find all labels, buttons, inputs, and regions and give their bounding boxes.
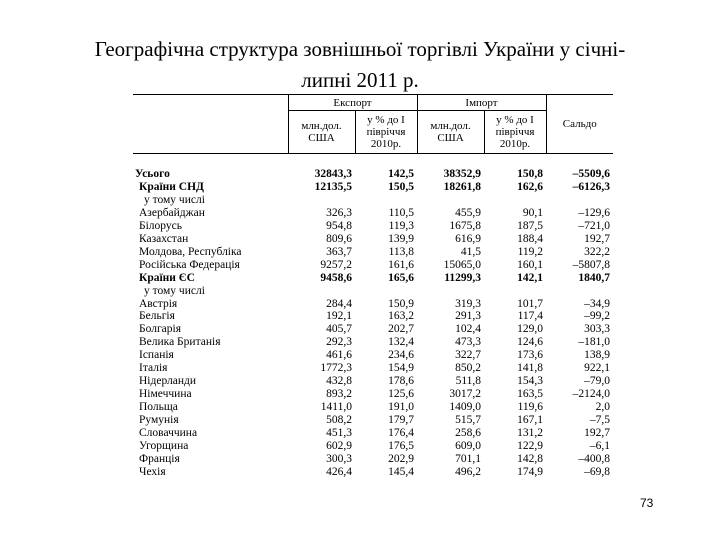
table-row — [133, 259, 613, 272]
cell-import-pct: 162,6 — [517, 180, 544, 193]
cell-import-pct: 141,8 — [517, 362, 544, 375]
header-export-pct: у % до І півріччя 2010р. — [355, 111, 417, 154]
table-row — [133, 362, 613, 375]
cell-country: Казахстан — [139, 232, 189, 245]
cell-country: Австрія — [139, 297, 178, 310]
cell-country: Франція — [139, 452, 180, 465]
cell-saldo: 2,0 — [595, 401, 611, 414]
cell-export-value: 426,4 — [326, 465, 352, 478]
table-row — [133, 375, 613, 388]
cell-export-value: 32843,3 — [314, 168, 352, 180]
cell-import-value: 41,5 — [460, 245, 482, 258]
table-row — [133, 336, 613, 349]
cell-export-value: 451,3 — [326, 427, 352, 440]
cell-export-pct: 202,9 — [388, 452, 415, 465]
header-blank — [133, 95, 288, 154]
cell-export-value: 300,3 — [326, 452, 352, 465]
cell-import-value: 1409,0 — [449, 401, 482, 414]
table-row — [133, 440, 613, 453]
cell-export-pct: 139,9 — [388, 232, 415, 245]
cell-import-value: 496,2 — [455, 465, 482, 478]
cell-saldo: –181,0 — [578, 336, 611, 349]
header-import: Імпорт — [417, 95, 546, 111]
cell-country: Болгарія — [139, 323, 181, 336]
cell-saldo: –34,9 — [584, 297, 611, 310]
cell-saldo: –6,1 — [589, 440, 611, 453]
cell-saldo: 922,1 — [584, 362, 611, 375]
cell-saldo: 192,7 — [584, 232, 611, 245]
cell-export-value — [288, 285, 355, 298]
cell-country: Румунія — [139, 414, 179, 427]
cell-export-value: 405,7 — [326, 323, 352, 336]
cell-import-pct — [484, 285, 546, 298]
cell-export-pct: 163,2 — [388, 310, 415, 323]
table-row — [133, 233, 613, 246]
cell-export-pct: 110,5 — [388, 206, 415, 219]
cell-export-value: 893,2 — [326, 388, 352, 401]
table-row — [133, 181, 613, 194]
cell-country: Молдова, Республіка — [139, 245, 242, 258]
cell-import-value: 38352,9 — [443, 168, 482, 180]
page-title — [30, 34, 690, 96]
cell-import-pct: 119,6 — [517, 401, 544, 414]
cell-export-value: 508,2 — [326, 414, 352, 427]
cell-import-pct: 90,1 — [522, 206, 544, 219]
trade-table-container — [133, 94, 611, 479]
cell-import-pct: 124,6 — [517, 336, 544, 349]
header-import-value: млн.дол. США — [417, 111, 484, 154]
cell-export-value: 954,8 — [326, 219, 352, 232]
cell-import-value: 18261,8 — [443, 180, 482, 193]
table-row — [133, 466, 613, 479]
cell-country: у тому числі — [144, 284, 205, 297]
table-row — [133, 220, 613, 233]
cell-saldo: –7,5 — [589, 414, 611, 427]
cell-export-pct: 113,8 — [388, 245, 415, 258]
cell-import-pct: 154,3 — [517, 375, 544, 388]
cell-country: Словаччина — [139, 427, 198, 440]
cell-import-value: 850,2 — [455, 362, 482, 375]
cell-export-value: 1772,3 — [320, 362, 352, 375]
cell-export-value: 461,6 — [326, 349, 352, 362]
table-row — [133, 401, 613, 414]
cell-saldo: 1840,7 — [578, 271, 611, 284]
title-line-1: Географічна структура зовнішньої торгівлі України у січні- — [94, 37, 626, 61]
cell-saldo — [546, 194, 613, 207]
cell-export-value: 12135,5 — [314, 180, 352, 193]
page-number: 73 — [640, 496, 654, 510]
cell-import-value: 291,3 — [455, 310, 482, 323]
cell-export-pct: 165,6 — [388, 271, 415, 284]
cell-country: Білорусь — [139, 219, 182, 232]
table-row — [133, 427, 613, 440]
cell-saldo: 138,9 — [584, 349, 611, 362]
cell-import-pct: 163,5 — [517, 388, 544, 401]
cell-country: Іспанія — [139, 349, 174, 362]
cell-import-value: 473,3 — [455, 336, 482, 349]
cell-import-pct: 101,7 — [517, 297, 544, 310]
cell-saldo: –69,8 — [584, 465, 611, 478]
cell-import-pct — [484, 194, 546, 207]
cell-country: Країни ЄС — [139, 271, 195, 284]
cell-export-value: 284,4 — [326, 297, 352, 310]
cell-country: у тому числі — [144, 193, 205, 206]
cell-import-value: 11299,3 — [444, 271, 482, 284]
cell-import-value: 609,0 — [455, 440, 482, 453]
cell-export-pct: 154,9 — [388, 362, 415, 375]
cell-import-value: 515,7 — [455, 414, 482, 427]
cell-import-pct: 174,9 — [517, 465, 544, 478]
table-row — [133, 298, 613, 311]
cell-import-pct: 129,0 — [517, 323, 544, 336]
cell-export-pct: 132,4 — [388, 336, 415, 349]
cell-import-pct: 117,4 — [517, 310, 544, 323]
cell-country: Російська Федерація — [139, 258, 240, 271]
cell-export-value: 192,1 — [326, 310, 352, 323]
cell-import-value — [417, 285, 484, 298]
cell-saldo: 322,2 — [584, 245, 611, 258]
cell-export-pct: 234,6 — [388, 349, 415, 362]
cell-export-pct: 179,7 — [388, 414, 415, 427]
cell-export-value: 1411,0 — [320, 401, 352, 414]
header-import-pct: у % до І півріччя 2010р. — [484, 111, 546, 154]
cell-export-pct: 161,6 — [388, 258, 415, 271]
cell-import-value: 322,7 — [455, 349, 482, 362]
cell-import-pct: 187,5 — [517, 219, 544, 232]
cell-export-value: 602,9 — [326, 440, 352, 453]
cell-import-pct: 119,2 — [517, 245, 544, 258]
group-header-row — [133, 95, 613, 111]
cell-import-value: 319,3 — [455, 297, 482, 310]
cell-import-value: 616,9 — [455, 232, 482, 245]
cell-export-value: 292,3 — [326, 336, 352, 349]
cell-saldo: –129,6 — [578, 206, 611, 219]
table-row — [133, 323, 613, 336]
cell-country: Усього — [135, 168, 170, 180]
cell-import-value: 455,9 — [455, 206, 482, 219]
cell-import-value: 511,8 — [455, 375, 482, 388]
cell-import-pct: 122,9 — [517, 440, 544, 453]
cell-export-value: 9257,2 — [320, 258, 352, 271]
cell-export-pct: 176,5 — [388, 440, 415, 453]
cell-export-value — [288, 194, 355, 207]
table-row — [133, 194, 613, 207]
table-row — [133, 310, 613, 323]
cell-import-pct: 160,1 — [517, 258, 544, 271]
cell-import-pct: 142,1 — [517, 271, 544, 284]
cell-export-pct: 176,4 — [388, 427, 415, 440]
cell-import-value: 258,6 — [455, 427, 482, 440]
table-row — [133, 388, 613, 401]
trade-table — [133, 94, 613, 479]
cell-saldo: –721,0 — [578, 219, 611, 232]
cell-import-pct: 131,2 — [517, 427, 544, 440]
table-row — [133, 285, 613, 298]
cell-country: Нідерланди — [139, 375, 197, 388]
header-saldo: Сальдо — [546, 95, 613, 154]
cell-export-pct: 202,7 — [388, 323, 415, 336]
table-row — [133, 272, 613, 285]
cell-saldo: –79,0 — [584, 375, 611, 388]
cell-import-value: 15065,0 — [443, 258, 482, 271]
cell-import-pct: 188,4 — [517, 232, 544, 245]
table-row — [133, 453, 613, 466]
cell-saldo: 192,7 — [584, 427, 611, 440]
cell-export-pct: 150,9 — [388, 297, 415, 310]
cell-country: Азербайджан — [139, 206, 205, 219]
cell-country: Німеччина — [139, 388, 192, 401]
cell-export-value: 9458,6 — [320, 271, 352, 284]
cell-export-pct — [355, 285, 417, 298]
cell-saldo: –99,2 — [584, 310, 611, 323]
cell-export-value: 363,7 — [326, 245, 352, 258]
cell-import-value: 102,4 — [455, 323, 482, 336]
cell-saldo: –5509,6 — [572, 168, 611, 180]
cell-export-pct — [355, 194, 417, 207]
cell-country: Італія — [139, 362, 168, 375]
cell-country: Чехія — [139, 465, 166, 478]
cell-export-pct: 145,4 — [388, 465, 415, 478]
cell-import-value: 701,1 — [455, 452, 482, 465]
cell-import-pct: 150,8 — [517, 168, 544, 180]
table-row — [133, 414, 613, 427]
table-row — [133, 349, 613, 362]
cell-country: Велика Британія — [139, 336, 221, 349]
cell-saldo — [546, 285, 613, 298]
cell-import-pct: 173,6 — [517, 349, 544, 362]
cell-saldo: 303,3 — [584, 323, 611, 336]
cell-saldo: –2124,0 — [572, 388, 611, 401]
cell-country: Країни СНД — [139, 180, 204, 193]
header-export-value: млн.дол. США — [288, 111, 355, 154]
cell-export-pct: 150,5 — [388, 180, 415, 193]
table-row — [133, 207, 613, 220]
cell-export-pct: 119,3 — [388, 219, 415, 232]
cell-import-value: 3017,2 — [449, 388, 482, 401]
cell-export-pct: 178,6 — [388, 375, 415, 388]
cell-saldo: –400,8 — [578, 452, 611, 465]
cell-export-value: 432,8 — [326, 375, 352, 388]
table-row — [133, 246, 613, 259]
cell-import-value: 1675,8 — [449, 219, 482, 232]
cell-export-pct: 125,6 — [388, 388, 415, 401]
cell-import-pct: 167,1 — [517, 414, 544, 427]
cell-country: Польща — [139, 401, 178, 414]
cell-saldo: –5807,8 — [572, 258, 611, 271]
cell-export-value: 809,6 — [326, 232, 352, 245]
cell-country: Угорщина — [139, 440, 189, 453]
cell-saldo: –6126,3 — [572, 180, 611, 193]
cell-export-pct: 191,0 — [388, 401, 415, 414]
table-body — [133, 168, 613, 479]
cell-export-pct: 142,5 — [388, 168, 415, 180]
header-export: Експорт — [288, 95, 417, 111]
table-row — [133, 168, 613, 181]
cell-export-value: 326,3 — [326, 206, 352, 219]
title-line-2: липні 2011 р. — [301, 68, 419, 92]
cell-country: Бельгія — [139, 310, 175, 323]
cell-import-pct: 142,8 — [517, 452, 544, 465]
cell-import-value — [417, 194, 484, 207]
